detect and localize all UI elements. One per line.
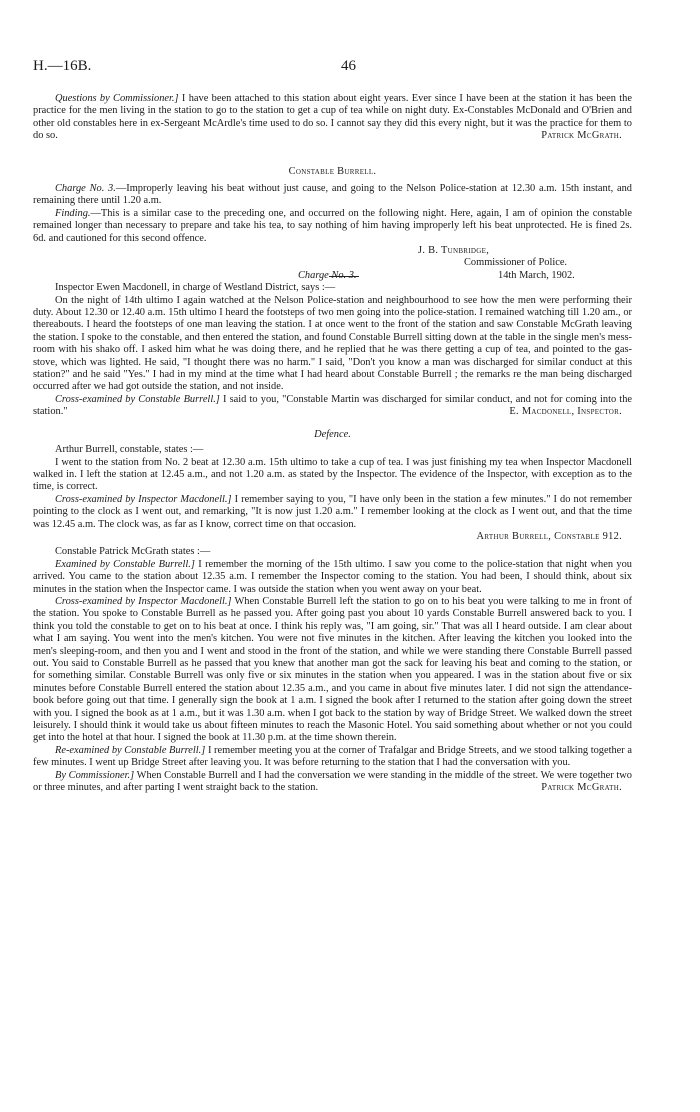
finding-signature-title-row bbox=[33, 257, 632, 269]
paragraph-text: When Constable Burrell and I had the conversation we were standing in the middle of the street. We were together two or three minutes, and after parting I went straight back to the station. bbox=[33, 769, 632, 794]
signature: Patrick McGrath. bbox=[541, 782, 622, 794]
burrell-signature-row bbox=[33, 531, 632, 543]
signature-title: Commissioner of Police. bbox=[464, 257, 568, 269]
paragraph-text: I said to you, "Constable Martin was discharged for similar conduct, and not for coming into the station." bbox=[33, 393, 633, 418]
witness-intro: Arthur Burrell, constable, states :— bbox=[55, 444, 204, 456]
defence-heading: Defence. bbox=[314, 428, 351, 440]
mcgrath-commissioner-answer bbox=[33, 770, 632, 795]
paragraph-text: —This is a similar case to the preceding one, and occurred on the following night. Here, again, I am of opinion the constable remained longer than necessary to prepare and take his tea, to say nothing of him having improperly left his beat unprotected. He is fined 2s. 6d. and cautioned for this second offence. bbox=[33, 207, 632, 244]
macdonell-cross-examination bbox=[33, 394, 632, 419]
signature: J. B. Tunbridge, bbox=[418, 245, 490, 257]
burrell-statement: I went to the station from No. 2 beat at 12.30 a.m. 15th ultimo to take a cup of tea. I was just finishing my tea when Inspector Macdonell walked in. I left the station at 12.45 a.m., and not 1.20 a.m. as stated by the Inspector. The evidence of the Inspector, with exception as to the time, is correct. bbox=[33, 456, 632, 493]
charge-line-row bbox=[33, 270, 632, 282]
paragraph-lead: By Commissioner.] bbox=[55, 769, 135, 781]
section-heading: Constable Burrell. bbox=[288, 165, 377, 177]
charge-label: Charge No. 3. bbox=[298, 269, 357, 281]
finding-signature-row bbox=[33, 245, 632, 257]
paragraph-text: —Improperly leaving his beat without just cause, and going to the Nelson Police-station at 12.30 a.m. 15th instant, and remaining there until 1.20 a.m. bbox=[33, 183, 632, 207]
document-code: H.—16B. bbox=[33, 58, 92, 74]
paragraph-lead: Examined by Constable Burrell.] bbox=[55, 558, 195, 570]
paragraph-text: When Constable Burrell left the station to go on to his beat you were talking to me in front of the station. You spoke to Constable Burrell as he passed you. After going past you about 10 yards Constable Burrell answered back to you. I think you told the constable to get on to his beat at once. I think his reply was, "I am going, sir." That was all I heard outside. I am clear about what I am saying. You went into the men's kitchen. You were not five minutes in the kitchen. After leaving the kitchen you looked into the men's sleeping-room, and then you and I went and stood in the front of the station, and while we were standing there Constable Burrell passed out. You said to Constable Burrell as he passed that you knew that another man got the sack for leaving his beat and coming to the station, or for something similar. Constable Burrell was only five or six minutes in the station when you appeared. I was in the station about five or six minutes before Constable Burrell entered the station about 12.35 a.m., and you came in about five minutes later. I did not sign the attendance-book before going out that time. I generally sign the book at 1 a.m. I signed the book after I returned to the station after going down the street with you. I signed the book as at 1 a.m., but it was 1.30 a.m. when I got back to the station by way of Bridge Street. We walked down the street leisurely. I should think it would take us about fifteen minutes to reach the Masonic Hotel. You said something about whether or not you could get into the hotel at that hour. I signed the book at 11.30 p.m. at the time shown therein. bbox=[33, 595, 632, 744]
paragraph-lead: Cross-examined by Inspector Macdonell.] bbox=[55, 595, 232, 607]
charge-date: 14th March, 1902. bbox=[498, 269, 575, 281]
paragraph-text: I remember meeting you at the corner of Trafalgar and Bridge Streets, and we stood talking together a few minutes. I went up Bridge Street after leaving you. It was before returning to the station that I had the conversation with you. bbox=[33, 744, 632, 769]
paragraph-lead: Charge No. 3. bbox=[55, 183, 116, 195]
page-number: 46 bbox=[341, 58, 356, 74]
macdonell-statement: On the night of 14th ultimo I again watched at the Nelson Police-station and neighbourhood to see how the men were performing their duty. About 12.30 or 12.40 a.m. 15th ultimo I heard the footsteps of two men going into the police-station. I remained watching till 1.20 am., or thereabouts. I heard the footsteps of one man leaving the station. I at once went to the front of the station and saw Constable McGrath leaving the station. I spoke to the constable, and then entered the station, and found Constable Burrell sitting down at the table in the single men's mess-room with his shako off. I asked him what he was doing there, and he replied that he was there getting a cup of tea, and pointed to the gas-stove, which was lighted. He said, "I thought there was no harm." I said, "Don't you know a man was discharged for similar conduct at this station?" and he said "Yes." I had in my mind at the time what I had heard about Constable Burrell ; the remarks re the man being discharged occurred after we had got outside the station, and not inside. bbox=[33, 294, 632, 393]
paragraph-lead: Finding. bbox=[55, 207, 91, 219]
signature: Patrick McGrath. bbox=[541, 130, 622, 142]
mcgrath-cross-examination bbox=[33, 596, 632, 745]
paragraph-lead: Questions by Commissioner.] bbox=[55, 93, 179, 104]
signature: Arthur Burrell, Constable 912. bbox=[476, 530, 622, 542]
burrell-cross-examination bbox=[33, 494, 632, 531]
paragraph-lead: Cross-examined by Constable Burrell.] bbox=[55, 393, 220, 405]
charge-paragraph bbox=[33, 183, 632, 208]
witness-intro: Inspector Ewen Macdonell, in charge of Westland District, says :— bbox=[55, 282, 336, 294]
mcgrath-re-examination bbox=[33, 745, 632, 770]
paragraph-text: I have been attached to this station about eight years. Ever since I have been at the station it has been the practice for the men living in the station to go to the station to get a cup of tea while on night duty. Ex-Constables McDonald and O'Brien and other old constables here in ex-Sergeant McArdle's time used to do so. I cannot say they did this every night, but it was the practice for them to do so. bbox=[33, 93, 632, 142]
paragraph-lead: Cross-examined by Inspector Macdonell.] bbox=[55, 493, 232, 505]
paragraph-text: I remember saying to you, "I have only been in the station a few minutes." I do not remember pointing to the clock as I went out, and remarking, "It is now just 1.20 a.m." I remember looking at the clock as I went out, and that the time was 12.45 a.m. The clock was, as far as I know, correct time on that occasion. bbox=[33, 493, 632, 530]
mcgrath-answer-paragraph bbox=[33, 93, 632, 143]
page-header bbox=[33, 60, 632, 80]
document-body bbox=[33, 93, 632, 794]
paragraph-text: I remember the morning of the 15th ultimo. I saw you come to the police-station that night when you arrived. You came to the station about 12.35 a.m. I remember the Inspector coming to the station. You had been, I should think, about six minutes in the station when the Inspector came. I was outside the station when you went away on your beat. bbox=[33, 558, 632, 595]
witness-intro: Constable Patrick McGrath states :— bbox=[55, 546, 211, 558]
finding-paragraph bbox=[33, 208, 632, 245]
mcgrath-examination bbox=[33, 559, 632, 596]
signature: E. Macdonell, Inspector. bbox=[509, 406, 622, 418]
paragraph-lead: Re-examined by Constable Burrell.] bbox=[55, 744, 206, 756]
